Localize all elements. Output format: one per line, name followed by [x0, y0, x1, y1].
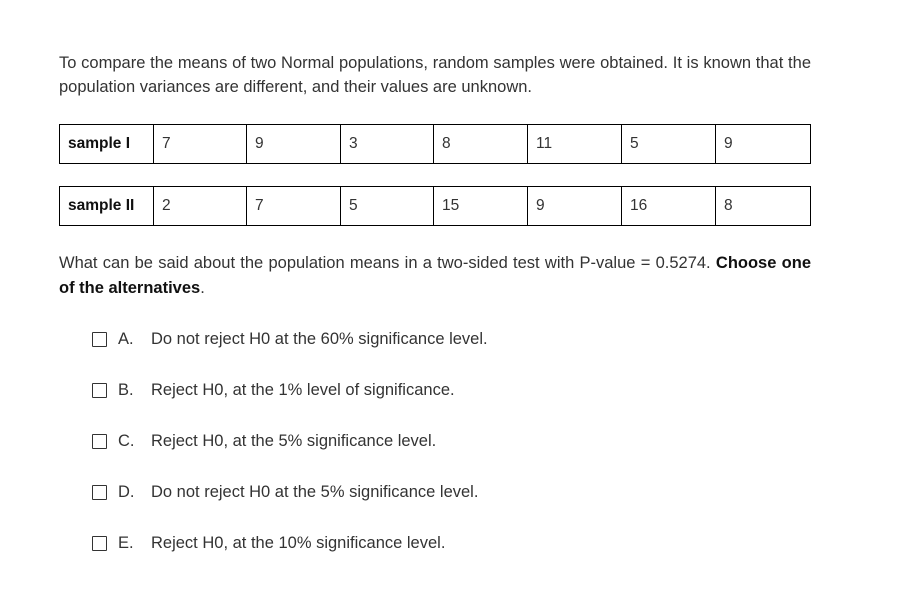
option-e[interactable]	[92, 531, 488, 557]
table-cell: 11	[528, 125, 622, 164]
question-prompt	[59, 251, 811, 301]
table-row	[60, 125, 811, 164]
option-text: Do not reject H0 at the 5% significance level.	[151, 483, 479, 502]
table-cell: 8	[716, 187, 811, 226]
option-b[interactable]	[92, 377, 488, 403]
table-cell: 5	[622, 125, 716, 164]
table-cell: 2	[154, 187, 247, 226]
table-cell: 9	[528, 187, 622, 226]
table-cell: 16	[622, 187, 716, 226]
table-cell: 8	[434, 125, 528, 164]
sample-2-table	[59, 186, 811, 226]
table-row	[60, 187, 811, 226]
option-letter: A.	[118, 329, 134, 348]
question-instruction: Choose one of the alternatives	[59, 254, 811, 297]
question-intro: To compare the means of two Normal populations, random samples were obtained. It is known that the population variances are different, and their values are unknown.	[59, 54, 811, 96]
table-cell: 15	[434, 187, 528, 226]
option-letter: E.	[118, 534, 134, 553]
sample-label: sample I	[60, 125, 154, 164]
option-c[interactable]	[92, 428, 488, 454]
table-cell: 9	[716, 125, 811, 164]
checkbox-icon[interactable]	[92, 383, 107, 398]
checkbox-icon[interactable]	[92, 485, 107, 500]
option-d[interactable]	[92, 480, 488, 506]
table-cell: 7	[247, 187, 341, 226]
checkbox-icon[interactable]	[92, 434, 107, 449]
option-letter: D.	[118, 483, 135, 502]
table-cell: 7	[154, 125, 247, 164]
sample-1-table	[59, 124, 811, 164]
question-text: What can be said about the population means in a two-sided test with P-value = 0.5274.	[59, 254, 711, 272]
table-cell: 5	[341, 187, 434, 226]
instruction-period: .	[200, 279, 205, 297]
checkbox-icon[interactable]	[92, 332, 107, 347]
table-cell: 3	[341, 125, 434, 164]
option-text: Reject H0, at the 1% level of significance.	[151, 380, 455, 399]
option-text: Reject H0, at the 10% significance level.	[151, 534, 446, 553]
sample-label: sample II	[60, 187, 154, 226]
answer-options	[92, 326, 488, 582]
checkbox-icon[interactable]	[92, 536, 107, 551]
table-cell: 9	[247, 125, 341, 164]
option-letter: B.	[118, 380, 134, 399]
option-a[interactable]	[92, 326, 488, 352]
option-letter: C.	[118, 431, 135, 450]
option-text: Reject H0, at the 5% significance level.	[151, 431, 437, 450]
option-text: Do not reject H0 at the 60% significance level.	[151, 329, 488, 348]
